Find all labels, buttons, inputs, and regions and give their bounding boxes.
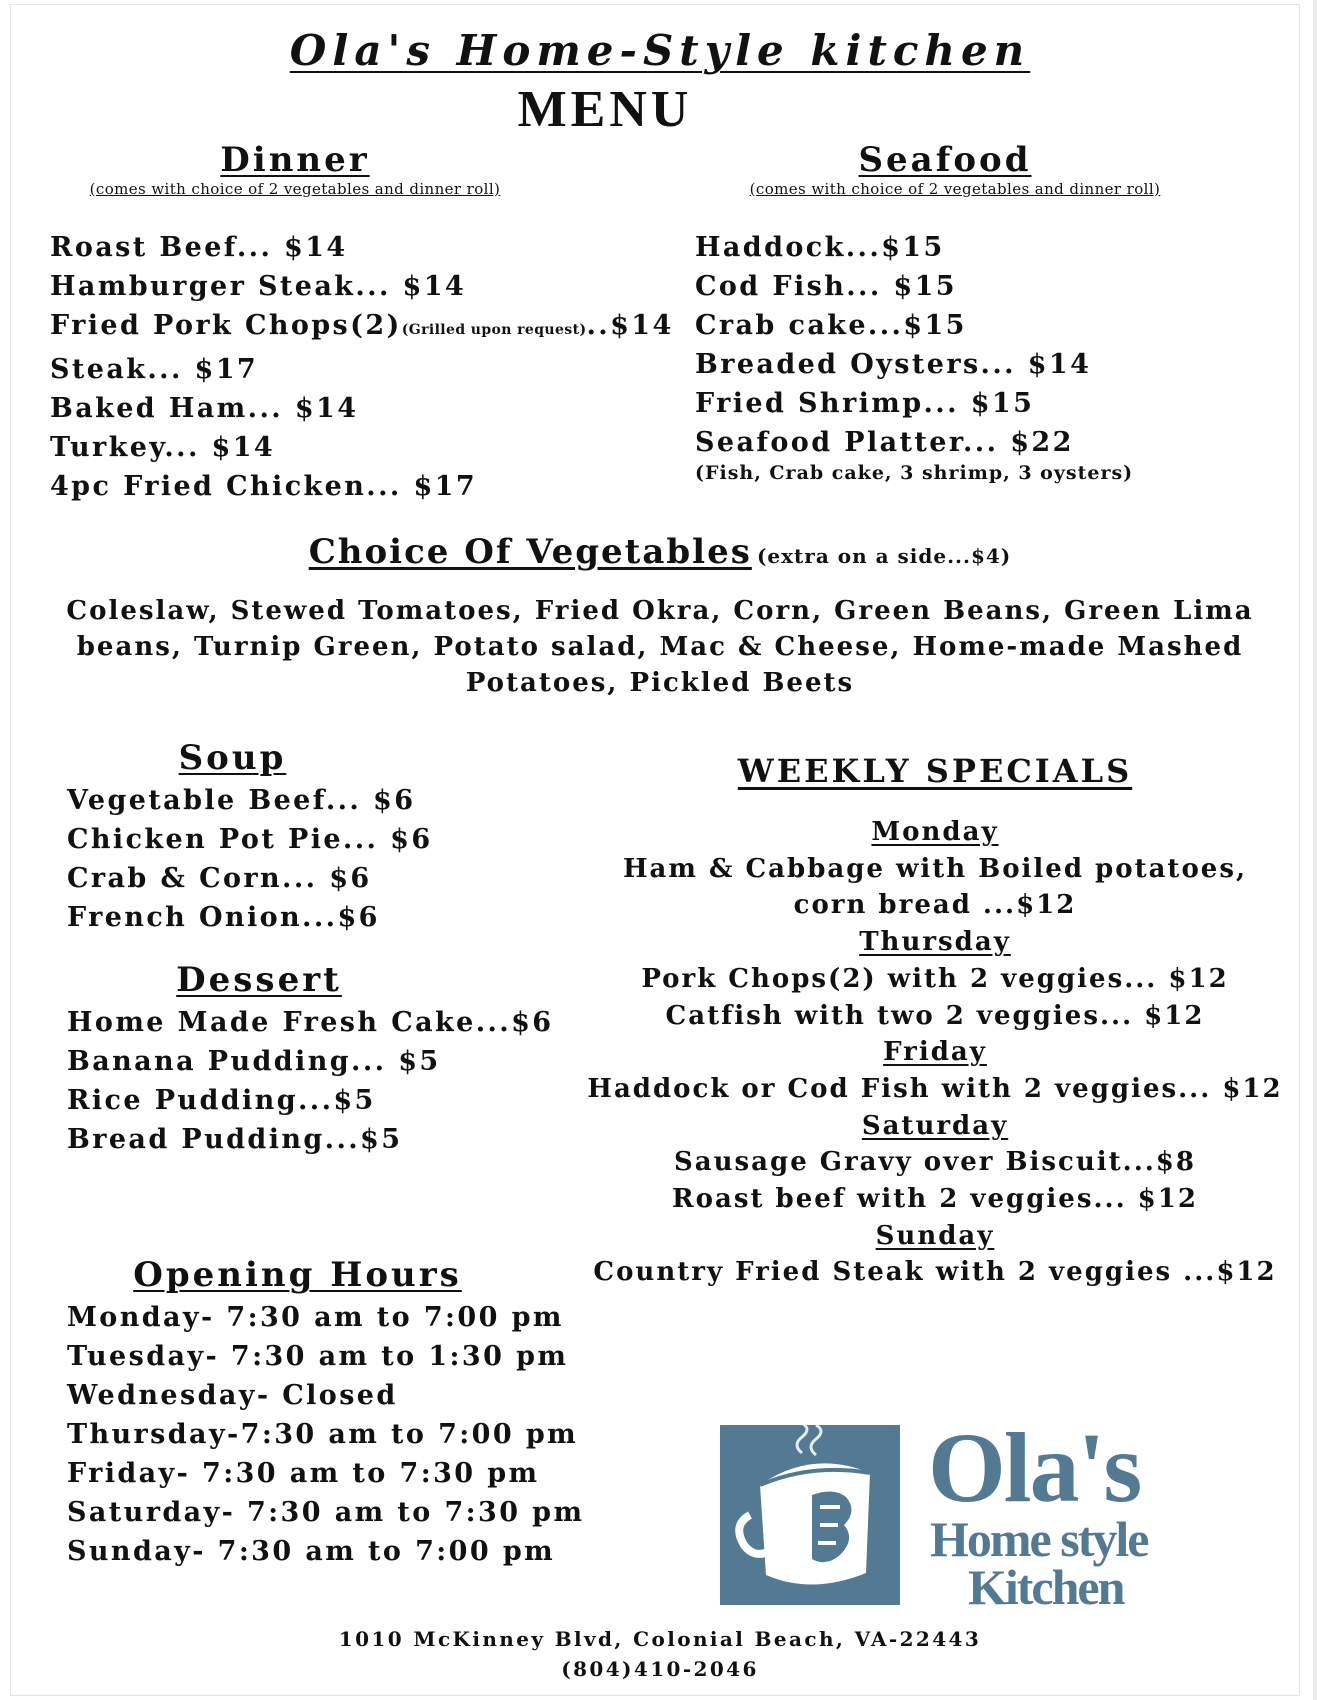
menu-item: Rice Pudding...$5: [67, 1085, 376, 1116]
phone: (804)410-2046: [561, 1657, 759, 1681]
special-item: Haddock or Cod Fish with 2 veggies... $12: [587, 1073, 1283, 1104]
footer: [0, 1624, 1320, 1684]
vegetables-list: Coleslaw, Stewed Tomatoes, Fried Okra, Corn, Green Beans, Green Lima beans, Turnip Green, Potato salad, Mac & Cheese, Home-made Mashed Potatoes, Pickled Beets: [66, 596, 1254, 698]
menu-item: Fried Shrimp... $15: [695, 388, 1035, 419]
special-item: Roast beef with 2 veggies... $12: [672, 1184, 1198, 1215]
menu-item: Chicken Pot Pie... $6: [67, 824, 433, 855]
menu-item: Haddock...$15: [695, 232, 945, 263]
menu-item: Baked Ham... $14: [50, 393, 359, 424]
hours-heading: Opening Hours: [133, 1255, 462, 1295]
logo-mug-icon: [720, 1425, 900, 1605]
day-friday: Friday: [883, 1037, 987, 1068]
dinner-heading: Dinner: [220, 140, 370, 180]
weekly-specials: [580, 814, 1290, 1291]
hours-item: Friday- 7:30 am to 7:30 pm: [67, 1458, 540, 1489]
menu-item: Hamburger Steak... $14: [50, 271, 467, 302]
dessert-list: [67, 1003, 553, 1159]
dinner-note: (comes with choice of 2 vegetables and dinner roll): [89, 180, 501, 198]
hours-item: Saturday- 7:30 am to 7:30 pm: [67, 1497, 585, 1528]
dessert-heading: Dessert: [176, 960, 342, 1000]
day-monday: Monday: [871, 817, 999, 847]
hours-item: Tuesday- 7:30 am to 1:30 pm: [67, 1341, 569, 1372]
soup-heading: Soup: [178, 738, 287, 778]
menu-item: Crab cake...$15: [695, 310, 967, 341]
dinner-list: [50, 228, 674, 506]
seafood-list: [695, 228, 1133, 484]
menu-item: Crab & Corn... $6: [67, 863, 372, 894]
address: 1010 McKinney Blvd, Colonial Beach, VA-22443: [338, 1627, 982, 1651]
vegetables-heading: Choice Of Vegetables: [308, 532, 752, 572]
scrollbar[interactable]: [1313, 0, 1317, 1700]
vegetables-extra-note: (extra on a side...$4): [756, 544, 1012, 568]
menu-item: 4pc Fried Chicken... $17: [50, 471, 478, 502]
menu-item: Breaded Oysters... $14: [695, 349, 1092, 380]
menu-heading: MENU: [517, 81, 693, 138]
menu-item: Steak... $17: [50, 354, 259, 385]
special-item: Ham & Cabbage with Boiled potatoes, corn bread ...$12: [622, 853, 1248, 921]
special-item: Sausage Gravy over Biscuit...$8: [674, 1147, 1196, 1178]
menu-item: Seafood Platter... $22: [695, 427, 1074, 458]
menu-item: Vegetable Beef... $6: [67, 785, 416, 816]
day-saturday: Saturday: [861, 1110, 1009, 1141]
hours-item: Sunday- 7:30 am to 7:00 pm: [67, 1536, 556, 1567]
pork-chops-note: (Grilled upon request): [401, 322, 587, 338]
day-thursday: Thursday: [859, 927, 1011, 958]
menu-item: Banana Pudding... $5: [67, 1046, 441, 1077]
menu-item: Home Made Fresh Cake...$6: [67, 1007, 554, 1038]
logo-wordmark: Ola's Home style Kitchen: [928, 1412, 1148, 1615]
menu-item: Bread Pudding...$5: [67, 1124, 403, 1155]
restaurant-title: Ola's Home-Style kitchen: [289, 26, 1031, 75]
hours-list: [67, 1298, 584, 1571]
platter-note: (Fish, Crab cake, 3 shrimp, 3 oysters): [695, 462, 1134, 484]
menu-item: Turkey... $14: [50, 432, 276, 463]
special-item: Catfish with two 2 veggies... $12: [665, 1000, 1205, 1031]
menu-item: Fried Pork Chops(2)(Grilled upon request)..$14: [50, 310, 674, 341]
menu-item: Cod Fish... $15: [695, 271, 957, 302]
hours-item: Thursday-7:30 am to 7:00 pm: [67, 1419, 579, 1450]
special-item: Country Fried Steak with 2 veggies ...$12: [593, 1257, 1277, 1288]
hours-item: Monday- 7:30 am to 7:00 pm: [67, 1302, 564, 1333]
soup-list: [67, 781, 433, 937]
day-sunday: Sunday: [875, 1220, 995, 1251]
vegetables-heading-row: [0, 532, 1320, 572]
menu-item: Roast Beef... $14: [50, 232, 348, 263]
weekly-specials-heading: WEEKLY SPECIALS: [737, 752, 1133, 790]
menu-item: French Onion...$6: [67, 902, 380, 933]
hours-item: Wednesday- Closed: [67, 1380, 398, 1411]
seafood-note: (comes with choice of 2 vegetables and dinner roll): [749, 180, 1161, 198]
seafood-heading: Seafood: [858, 140, 1032, 180]
special-item: Pork Chops(2) with 2 veggies... $12: [641, 963, 1229, 994]
